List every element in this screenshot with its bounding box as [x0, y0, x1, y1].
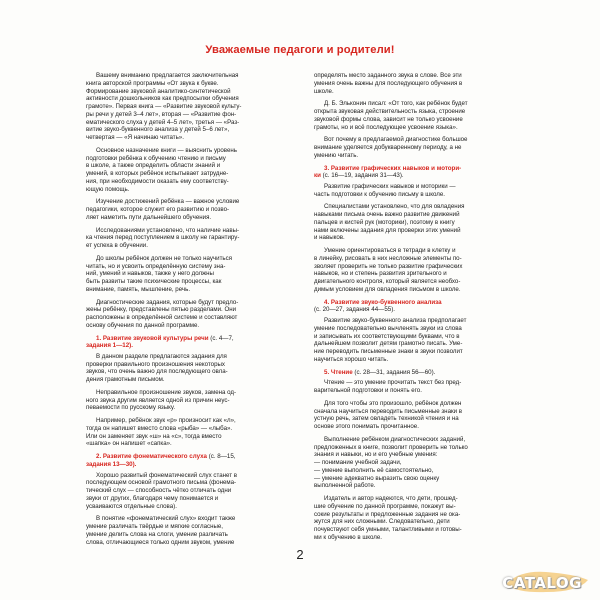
- section-heading-1: [86, 335, 311, 350]
- paragraph: Чтение — это умение прочитать текст без пред- варительной подготовки и понять его.: [314, 379, 462, 395]
- section-heading-title: 3. Развитие графических навыков и мотори- ки: [314, 164, 462, 180]
- right-column: [314, 72, 539, 542]
- paragraph: Неправильное произношение звуков, замена од- ного звука другим является одной из причин неус- певаемости по русскому языку.: [86, 388, 237, 412]
- paragraph: Издатель и автор надеются, что дети, прошед- шие обучение по данной программе, покажут вы- сокие результаты и предложенные задания не ока- жутся для них сложными. Следовательно, дети почувствуют себя умными, талантливыми и готовы- ми к обучению в школе.: [314, 495, 462, 541]
- paragraph: Специалистами установлено, что для овладения навыками письма очень важно развитие движений пальцев и кистей рук (моторики), поэтому в книгу нами включены задания для проверки этих умений и навыков.: [314, 203, 465, 242]
- paragraph: Диагностические задания, которые будут предло- жены ребёнку, представлены пятью разделами. Они расположены в определённой системе и составляют основу обучения по данной программе.: [86, 298, 239, 329]
- section-heading-2: [86, 453, 311, 468]
- paragraph: определять место заданного звука в слове. Все эти умения очень важны для последующего обучения в школе.: [314, 72, 463, 95]
- section-heading-title: 4. Развитие звуко-буквенного анализа: [324, 298, 442, 306]
- paragraph: Развитие звуко-буквенного анализа предполагает умение последовательно вычленять звуки из слова и записывать их соответствующими буквами, что в дальнейшем позволит детям грамотно писать. Уме- ние переводить письменные знаки в звуки позволит научиться хорошо читать.: [314, 317, 467, 363]
- section-heading-ref: (с. 28—31, задания 56—60).: [352, 368, 436, 376]
- paragraph: Основное назначение книги — выяснить уровень подготовки ребёнка к обучению чтению и письму в школе, а также определить области знаний и умений, в которых ребёнок испытывает затрудне- ния, при необходимости оказать ему соответству- ющую помощь.: [86, 146, 237, 193]
- section-heading-5: [314, 369, 539, 377]
- section-heading-title: 1. Развитие звуковой культуры речи: [96, 334, 209, 342]
- section-heading-title: 5. Чтение: [324, 368, 353, 376]
- section-heading-ref: (с. 20—27, задания 44—55).: [314, 306, 395, 314]
- page-number: 2: [296, 547, 304, 562]
- paragraph: Например, ребёнок звук «р» произносит как «л», тогда он напишет вместо слова «рыба» — «лыба». Или он заменяет звук «ш» на «с», тогда вместо «шапка» он напишет «сапка».: [86, 417, 236, 448]
- paragraph: Развитие графических навыков и моторики — часть подготовки к обучению письму в школе.: [314, 182, 456, 198]
- paragraph: Хорошо развитый фонематический слух станет в последующем основой грамотного письма (фонема- тический слух — способность чётко отличать одни звуки от других, благодаря чему понимается и усваиваются отдельные слова).: [86, 471, 238, 510]
- section-heading-ref: (с. 16—19, задания 31—43).: [320, 172, 404, 180]
- section-heading-3: [314, 165, 539, 180]
- paragraph: Изучение достижений ребёнка — важное условие педагогики, которое служит его развитию и позво- ляет наметить пути дальнейшего обучения.: [86, 198, 240, 221]
- paragraph: Для того чтобы это произошло, ребёнок должен сначала научиться переводить письменные знаки в устную речь, затем овладеть техникой чтения и на основе этого понимать прочитанное.: [314, 399, 463, 431]
- section-heading-ref: задания 13—30).: [86, 460, 137, 468]
- paragraph: Исследованиями установлено, что наличие навы- ка чтения перед поступлением в школу не гарантиру- ет успеха в обучении.: [86, 226, 240, 249]
- paragraph: Умение ориентироваться в тетради в клетку и в линейку, рисовать в них несложные элементы по- зволяет проверить не только развитие графических навыков, но и степень развития зрительного и двигательного контроля, который является необхо- димым условием для овладения письмом в школе.: [314, 247, 463, 293]
- paragraph: Вашему вниманию предлагается заключительная книга авторской программы «От звука к букве. Формирование звуковой аналитико-синтетической активности дошкольников как предпосылки обучения грамоте». Первая книга — «Развитие звуковой культу- ры речи у детей 3–4 лет», вторая — «Развитие фон- ематического слуха у детей 4–5 лет», третья — «Раз- витие звуко-буквенного анализа у детей 5–6 лет», четвертая — «Я начинаю читать».: [86, 72, 242, 141]
- section-heading-ref: задания 1—12).: [86, 342, 133, 350]
- paragraph: В данном разделе предлагаются задания для проверки правильного произношения некоторых звуков, что очень важно для последующего овла- дения грамотным письмом.: [86, 352, 228, 384]
- watermark-logo: CATALOG: [502, 574, 582, 592]
- section-heading-ref: (с. 8—15,: [206, 453, 236, 461]
- paragraph: До школы ребёнок должен не только научиться читать, но и усвоить определённую систему зна- ний, умений и навыков, также у него должны быть развиты такие психические процессы, как внимание, память, мышление, речь.: [86, 254, 233, 293]
- paragraph: Д. Б. Эльконин писал: «От того, как ребёнок будет открыта звуковая действительность языка, строение звуковой формы слова, зависит не только усвоение грамоты, но и всё последующее усвоение языка».: [314, 100, 468, 131]
- section-heading-title: 2. Развитие фонематического слуха: [96, 453, 207, 461]
- paragraph: Вот почему в предлагаемой диагностике большое внимание уделяется добукваренному периоду, а не умению читать.: [314, 136, 468, 159]
- section-heading-4: [314, 299, 539, 314]
- section-heading-ref: (с. 4—7,: [208, 334, 234, 342]
- left-column: [86, 72, 311, 546]
- paragraph: В понятие «фонематический слух» входит также умение различать твёрдые и мягкие согласные, умение делить слова на слоги, умение различать слова, отличающиеся только одним звуком, умение: [86, 515, 236, 546]
- page-title: Уважаемые педагоги и родители!: [205, 44, 395, 56]
- paragraph: Выполнение ребёнком диагностических заданий, предложенных в книге, позволит проверить не только знания и навыки, но и его учебные умения: — понимание учебной задачи, — умение выполнить её самостоятельно, — умение адекватно выразить свою оценку выполненной работе.: [314, 435, 468, 490]
